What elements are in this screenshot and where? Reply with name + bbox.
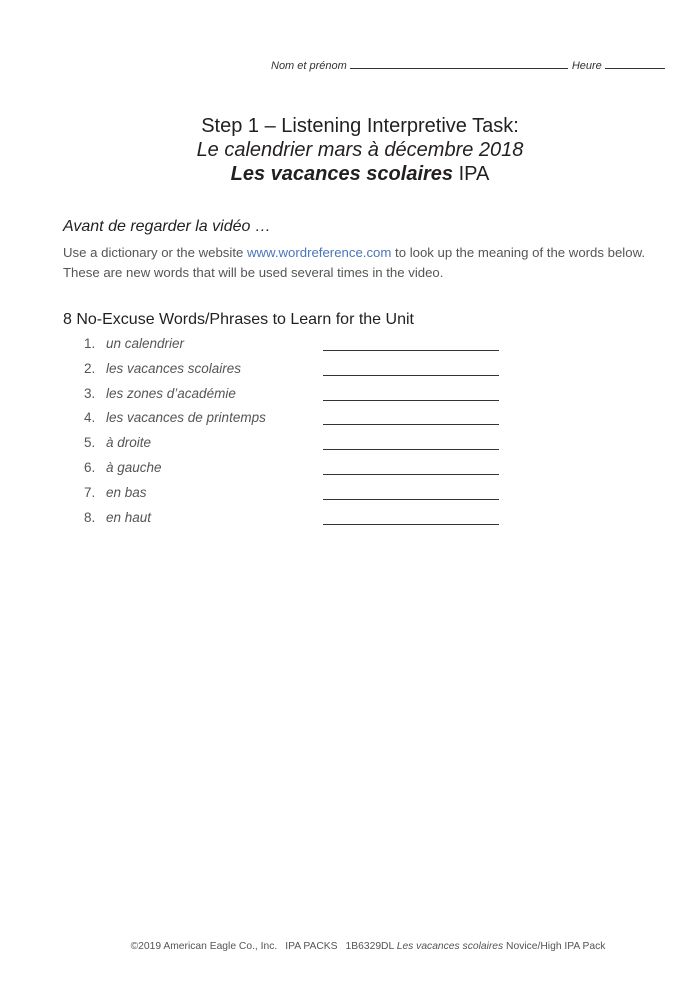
title-line-3-suffix: IPA xyxy=(453,163,490,185)
list-item xyxy=(84,510,504,535)
list-item xyxy=(84,485,504,510)
item-word: un calendrier xyxy=(106,336,185,351)
title-line-3-italic: Les vacances scolaires xyxy=(230,163,454,185)
list-item xyxy=(84,460,504,485)
title-line-2: Le calendrier mars à décembre 2018 xyxy=(196,139,524,161)
item-number: 4. xyxy=(84,410,96,426)
list-item xyxy=(84,361,504,386)
answer-blank[interactable] xyxy=(323,400,499,401)
item-word: les vacances de printemps xyxy=(106,410,266,426)
vocab-heading: 8 No-Excuse Words/Phrases to Learn for the Unit xyxy=(63,311,414,328)
list-item xyxy=(84,435,504,460)
answer-blank[interactable] xyxy=(323,424,499,425)
instructions-text-start: Use a dictionary or the website xyxy=(63,245,247,260)
item-word: à gauche xyxy=(106,459,162,475)
list-item xyxy=(84,336,504,361)
before-video-heading: Avant de regarder la vidéo … xyxy=(63,218,271,235)
footer-copyright: ©2019 American Eagle Co., Inc. xyxy=(130,941,278,952)
page-footer xyxy=(0,941,696,952)
footer-title: Les vacances scolaires xyxy=(396,941,504,952)
name-label: Nom et prénom xyxy=(271,60,347,72)
footer-pack: IPA PACKS xyxy=(285,941,338,952)
name-blank[interactable] xyxy=(350,57,568,69)
item-word: en haut xyxy=(106,509,152,525)
item-number: 6. xyxy=(84,459,96,475)
item-number: 5. xyxy=(84,435,96,451)
item-number: 8. xyxy=(84,509,96,525)
answer-blank[interactable] xyxy=(323,499,499,500)
footer-code: 1B6329DL xyxy=(345,941,394,952)
item-number: 7. xyxy=(84,484,96,500)
title-line-3 xyxy=(0,162,696,186)
item-number: 1. xyxy=(84,336,96,351)
answer-blank[interactable] xyxy=(323,474,499,475)
answer-blank[interactable] xyxy=(323,449,499,450)
item-word: les zones d’académie xyxy=(106,385,236,401)
item-number: 2. xyxy=(84,360,96,376)
title-line-1: Step 1 – Listening Interpretive Task: xyxy=(201,115,519,137)
hour-label: Heure xyxy=(571,60,602,72)
answer-blank[interactable] xyxy=(323,350,499,351)
answer-blank[interactable] xyxy=(323,524,499,525)
instructions-text-end: to look up the meaning of the words below. These are new words that will be used several times in the video. xyxy=(63,245,646,280)
answer-blank[interactable] xyxy=(323,375,499,376)
footer-suffix: Novice/High IPA Pack xyxy=(503,941,606,952)
item-word: en bas xyxy=(106,484,147,500)
name-hour-line xyxy=(271,57,665,72)
wordreference-link[interactable]: www.wordreference.com xyxy=(246,245,392,260)
item-word: les vacances scolaires xyxy=(106,360,242,376)
page-title xyxy=(0,114,696,186)
instructions-paragraph xyxy=(63,243,653,283)
hour-blank[interactable] xyxy=(605,57,665,69)
list-item xyxy=(84,386,504,411)
item-number: 3. xyxy=(84,385,96,401)
item-word: à droite xyxy=(106,435,152,451)
list-item xyxy=(84,410,504,435)
vocab-list xyxy=(84,336,504,534)
